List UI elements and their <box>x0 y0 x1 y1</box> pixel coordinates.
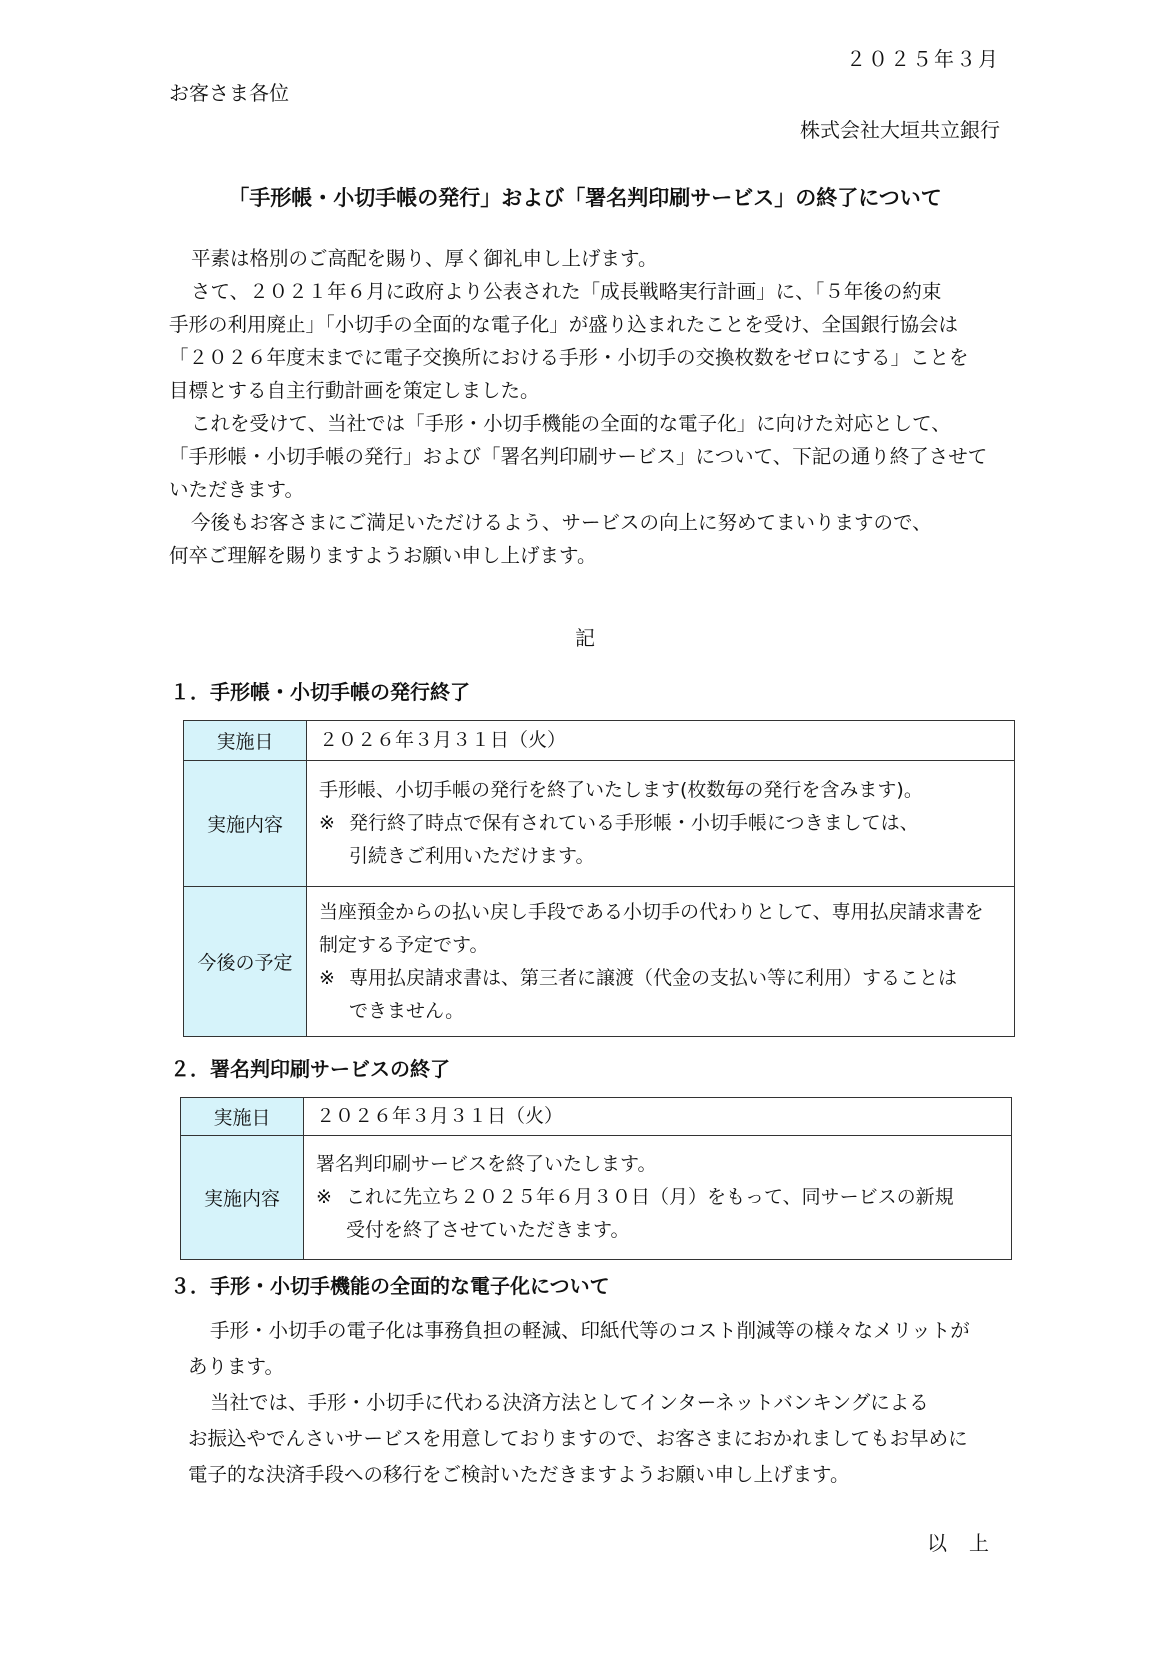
text-line: 目標とする自主行動計画を策定しました。 <box>169 379 540 402</box>
note-text: 専用払戻請求書は、第三者に譲渡（代金の支払い等に利用）することは <box>349 966 958 989</box>
note-mark: ※ <box>319 812 335 834</box>
text-line: 電子的な決済手段への移行をご検討いただきますようお願い申し上げます。 <box>188 1463 850 1486</box>
table-row <box>184 887 1015 1037</box>
text-line: お振込やでんさいサービスを用意しておりますので、お客さまにおかれましてもお早めに <box>188 1427 968 1450</box>
table-row <box>181 1136 1012 1260</box>
text-line: 今後もお客さまにご満足いただけるよう、サービスの向上に努めてまいりますので、 <box>191 511 932 534</box>
text-line: いただきます。 <box>169 478 304 501</box>
row-content <box>307 761 1015 887</box>
issue-date: ２０２５年３月 <box>846 47 1000 71</box>
intro-paragraph <box>169 242 1001 572</box>
section1-table <box>183 720 1015 1037</box>
row-label: 実施内容 <box>181 1136 304 1260</box>
text-line: 何卒ご理解を賜りますようお願い申し上げます。 <box>169 544 597 567</box>
section2-heading: ２．署名判印刷サービスの終了 <box>170 1057 450 1081</box>
text-line: 当社では、手形・小切手に代わる決済方法としてインターネットバンキングによる <box>210 1391 929 1414</box>
table-row <box>184 721 1015 761</box>
section2-table <box>180 1097 1012 1260</box>
row-text: 署名判印刷サービスを終了いたします。 <box>316 1153 657 1175</box>
text-line: これを受けて、当社では「手形・小切手機能の全面的な電子化」に向けた対応として、 <box>191 412 951 435</box>
note <box>319 962 1014 1028</box>
row-text: 制定する予定です。 <box>319 933 489 956</box>
text-line: 手形の利用廃止」「小切手の全面的な電子化」が盛り込まれたことを受け、全国銀行協会は <box>169 313 958 336</box>
section3-heading: ３．手形・小切手機能の全面的な電子化について <box>170 1274 610 1298</box>
table-row <box>181 1098 1012 1136</box>
text-line: 手形・小切手の電子化は事務負担の軽減、印紙代等のコスト削減等の様々なメリットが <box>210 1319 970 1342</box>
note <box>319 807 1014 873</box>
row-text: 手形帳、小切手帳の発行を終了いたします(枚数毎の発行を含みます)。 <box>319 779 923 801</box>
text-line: さて、２０２１年６月に政府より公表された「成長戦略実行計画」に、「５年後の約束 <box>191 280 942 303</box>
row-label: 今後の予定 <box>184 887 307 1037</box>
closing-mark: 以上 <box>927 1531 1011 1555</box>
table-row <box>184 761 1015 887</box>
section1-heading: １．手形帳・小切手帳の発行終了 <box>170 680 470 704</box>
row-label: 実施内容 <box>184 761 307 887</box>
ki-marker: 記 <box>575 626 595 650</box>
text-line: 「２０２６年度末までに電子交換所における手形・小切手の交換枚数をゼロにする」ことを <box>169 346 969 369</box>
text-line: 平素は格別のご高配を賜り、厚く御礼申し上げます。 <box>191 247 658 270</box>
row-content <box>304 1098 1012 1136</box>
notice-title: 「手形帳・小切手帳の発行」および「署名判印刷サービス」の終了について <box>228 186 942 210</box>
text-line: 「手形帳・小切手帳の発行」および「署名判印刷サービス」について、下記の通り終了させて <box>169 445 988 468</box>
note-mark: ※ <box>316 1186 332 1208</box>
note-text: 引続きご利用いただけます。 <box>349 845 595 867</box>
section3-paragraph <box>188 1313 1000 1493</box>
note-text: できません。 <box>349 999 465 1022</box>
note-mark: ※ <box>319 966 335 989</box>
note-text: 受付を終了させていただきます。 <box>346 1219 630 1241</box>
text-line: あります。 <box>188 1355 284 1378</box>
note-text: 発行終了時点で保有されている手形帳・小切手帳につきましては、 <box>349 812 919 834</box>
row-text: ２０２６年３月３１日（火） <box>316 1105 564 1127</box>
row-label: 実施日 <box>181 1098 304 1136</box>
company-name: 株式会社大垣共立銀行 <box>800 118 1000 142</box>
addressee: お客さま各位 <box>169 81 289 105</box>
row-content <box>304 1136 1012 1260</box>
note <box>316 1181 1011 1247</box>
row-label: 実施日 <box>184 721 307 761</box>
row-content <box>307 721 1015 761</box>
note-text: これに先立ち２０２５年６月３０日（月）をもって、同サービスの新規 <box>346 1186 954 1208</box>
row-text: ２０２６年３月３１日（火） <box>319 729 567 751</box>
row-text: 当座預金からの払い戻し手段である小切手の代わりとして、専用払戻請求書を <box>319 900 984 923</box>
row-content <box>307 887 1015 1037</box>
